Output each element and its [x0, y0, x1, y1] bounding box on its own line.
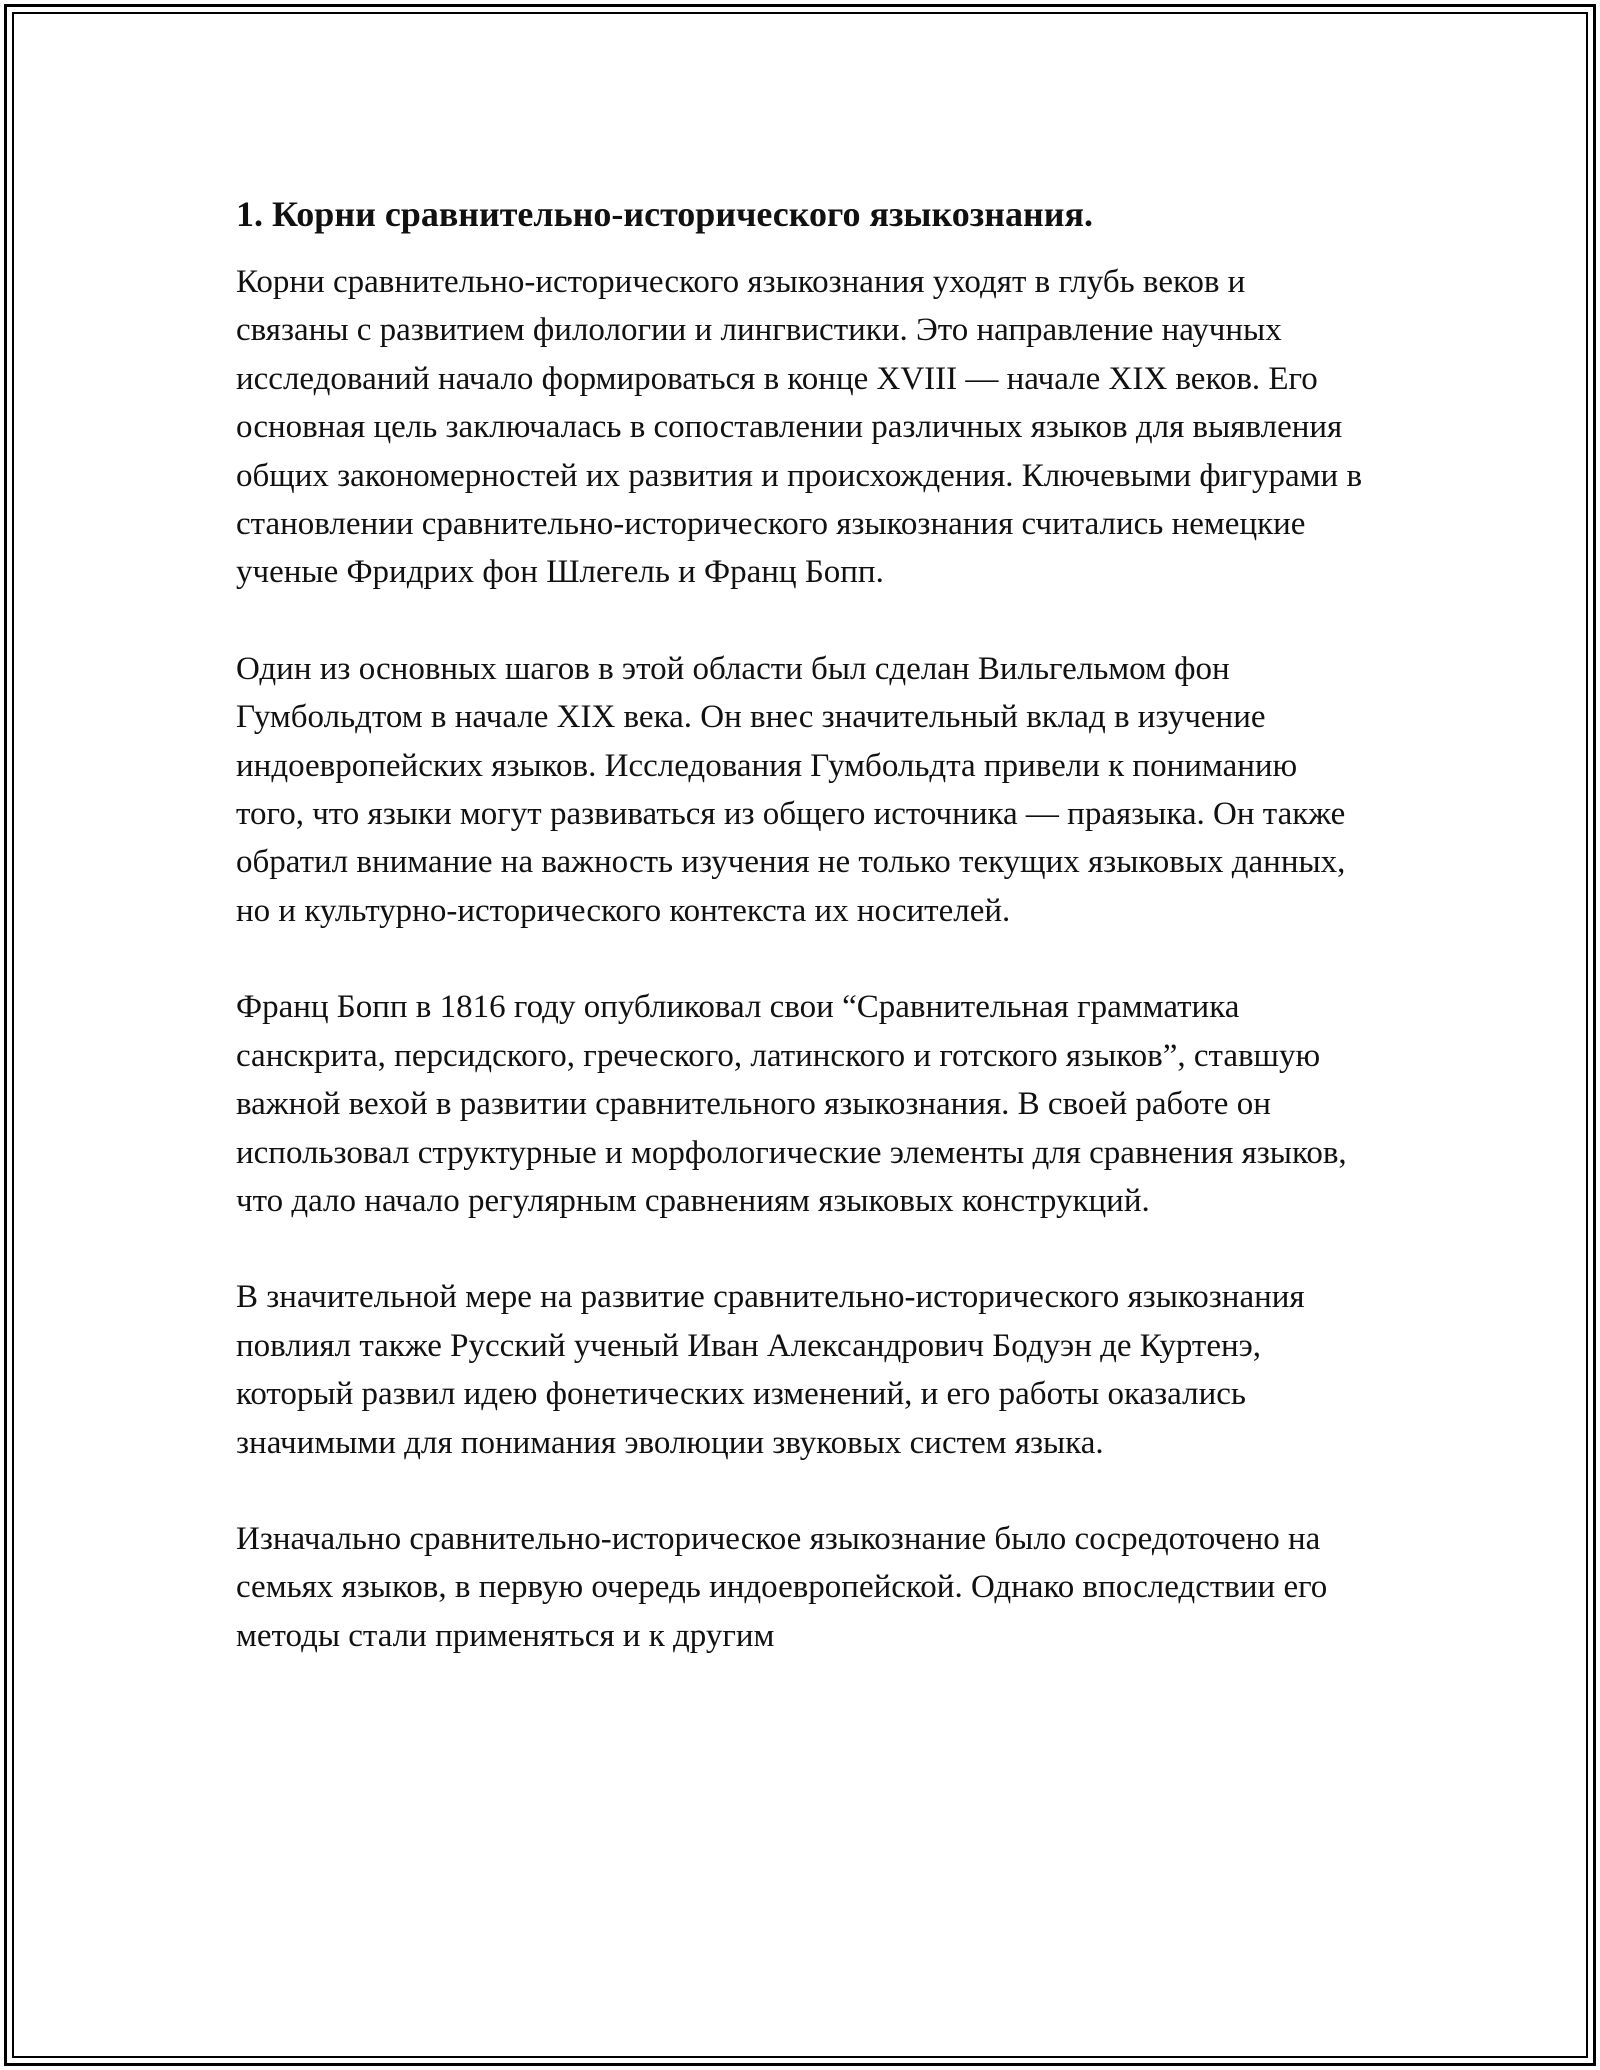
paragraph-3: Франц Бопп в 1816 году опубликовал свои “Сравнительная грамматика санскрита, персидского, греческого, латинского и готского языков”, ставшую важной вехой в развитии сравнительного языкознания. В своей работе он использовал структурные и морфологические элементы для сравнения языков, что дало начало регулярным сравнениям языковых конструкций.	[236, 989, 1347, 1219]
paragraph-4: В значительной мере на развитие сравнительно-исторического языкознания повлиял также Русский ученый Иван Александрович Бодуэн де Куртенэ, который развил идею фонетических изменений, и его работы оказались значимыми для понимания эволюции звуковых систем языка.	[236, 1279, 1305, 1461]
paragraph-5: Изначально сравнительно-историческое языкознание было сосредоточено на семьях языков, в первую очередь индоевропейской. Однако впоследствии его методы стали применяться и к другим	[236, 1520, 1328, 1654]
section-heading: 1. Корни сравнительно-исторического языкознания.	[236, 194, 1093, 234]
document-body	[236, 186, 1366, 1708]
paragraph-2: Один из основных шагов в этой области был сделан Вильгельмом фон Гумбольдтом в начале XIX века. Он внес значительный вклад в изучение индоевропейских языков. Исследования Гумбольдта привели к пониманию того, что языки могут развиваться из общего источника — праязыка. Он также обратил внимание на важность изучения не только текущих языковых данных, но и культурно-исторического контекста их носителей.	[236, 650, 1346, 929]
paragraph-1: Корни сравнительно-исторического языкознания уходят в глубь веков и связаны с развитием филологии и лингвистики. Это направление научных исследований начало формироваться в конце XVIII — начале XIX веков. Его основная цель заключалась в сопоставлении различных языков для выявления общих закономерностей их развития и происхождения. Ключевыми фигурами в становлении сравнительно-исторического языкознания считались немецкие ученые Фридрих фон Шлегель и Франц Бопп.	[236, 264, 1363, 591]
